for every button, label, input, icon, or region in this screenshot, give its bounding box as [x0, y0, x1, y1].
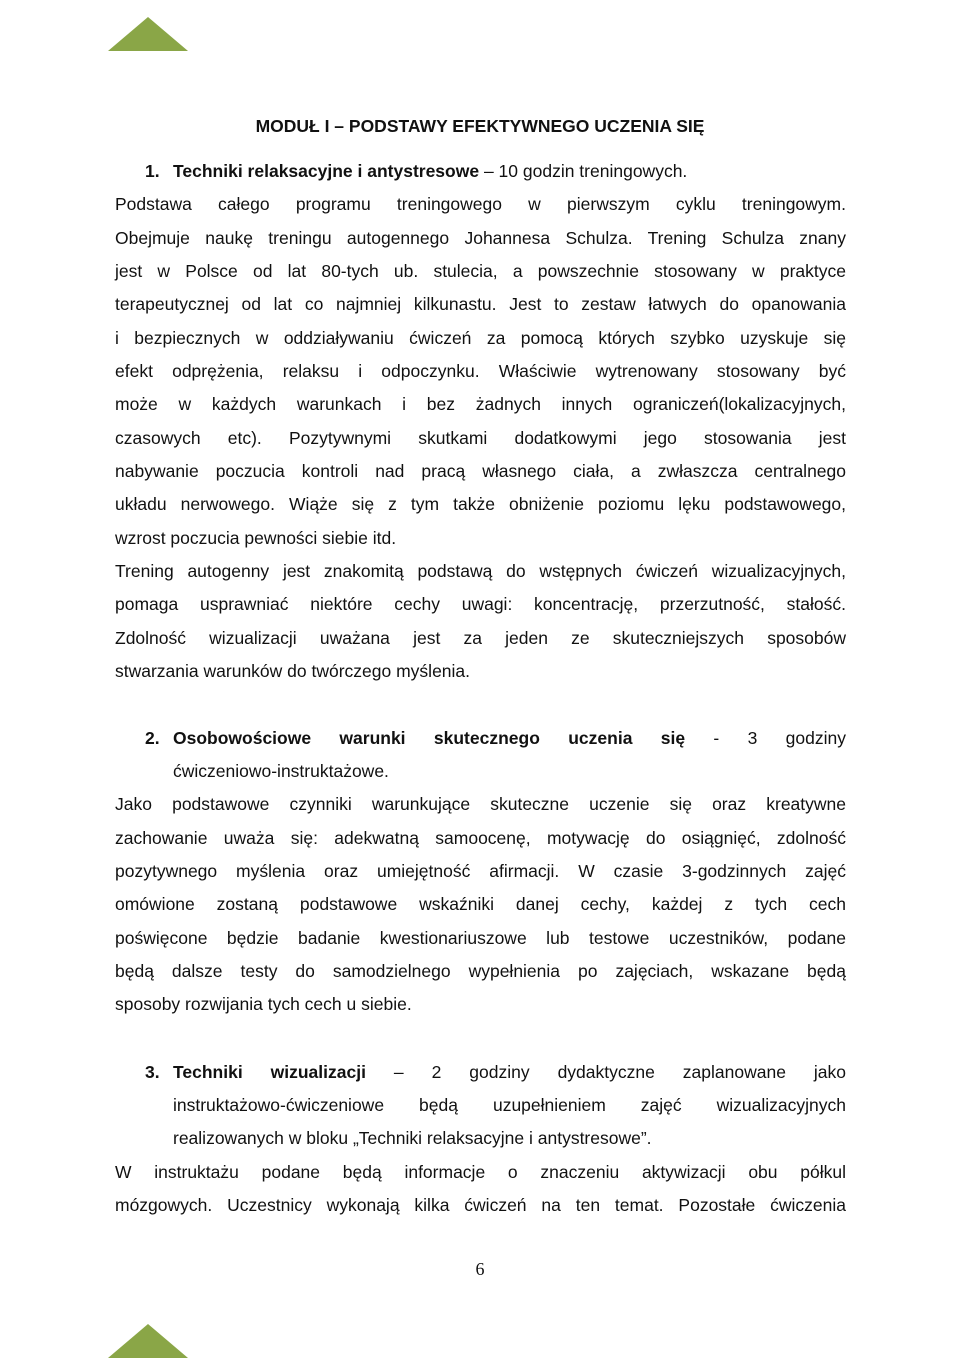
- paragraph-line: Obejmuje naukę treningu autogennego Johannesa Schulza. Trening Schulza znany: [115, 228, 846, 248]
- paragraph-line: sposoby rozwijania tych cech u siebie.: [115, 994, 412, 1014]
- section-heading-continuation: instruktażowo-ćwiczeniowe będą uzupełnieniem zajęć wizualizacyjnych: [173, 1095, 846, 1115]
- paragraph-line: efekt odprężenia, relaksu i odpoczynku. Właściwie wytrenowany stosowany być: [115, 361, 846, 381]
- section-heading-continuation: ćwiczeniowo-instruktażowe.: [173, 761, 389, 781]
- paragraph-line: może w każdych warunkach i bez żadnych innych ograniczeń(lokalizacyjnych,: [115, 394, 846, 414]
- header-decoration-triangle: [108, 17, 188, 51]
- section-3-heading: [145, 1060, 846, 1084]
- section-heading: Osobowościowe warunki skutecznego uczenia się: [173, 728, 686, 748]
- paragraph-line: Zdolność wizualizacji uważana jest za jeden ze skuteczniejszych sposobów: [115, 628, 846, 648]
- section-number: 3.: [145, 1062, 160, 1082]
- section-heading: Techniki relaksacyjne i antystresowe: [173, 161, 480, 181]
- paragraph-line: zachowanie uważa się: adekwatną samoocenę, motywację do osiągnięć, zdolność: [115, 828, 846, 848]
- paragraph-line: pozytywnego myślenia oraz umiejętność afirmacji. W czasie 3-godzinnych zajęć: [115, 861, 846, 881]
- paragraph-line: Podstawa całego programu treningowego w pierwszym cyklu treningowym.: [115, 194, 846, 214]
- section-heading: Techniki wizualizacji: [173, 1062, 366, 1082]
- footer-decoration-triangle: [108, 1324, 188, 1358]
- paragraph-line: terapeutycznej od lat co najmniej kilkunastu. Jest to zestaw łatwych do opanowania: [115, 294, 846, 314]
- page-number: 6: [475, 1259, 485, 1279]
- paragraph-line: Jako podstawowe czynniki warunkujące skuteczne uczenie się oraz kreatywne: [115, 794, 846, 814]
- paragraph-line: będą dalsze testy do samodzielnego wypełnienia po zajęciach, wskazane będą: [115, 961, 846, 981]
- paragraph-line: mózgowych. Uczestnicy wykonają kilka ćwiczeń na ten temat. Pozostałe ćwiczenia: [115, 1195, 846, 1215]
- paragraph-line: i bezpiecznych w oddziaływaniu ćwiczeń za pomocą których szybko uzyskuje się: [115, 328, 846, 348]
- paragraph-line: czasowych etc). Pozytywnymi skutkami dodatkowymi jego stosowania jest: [115, 428, 846, 448]
- paragraph-line: układu nerwowego. Wiąże się z tym także obniżenie poziomu lęku podstawowego,: [115, 494, 846, 514]
- paragraph-line: poświęcone będzie badanie kwestionariuszowe lub testowe uczestników, podane: [115, 928, 846, 948]
- paragraph-line: stwarzania warunków do twórczego myślenia.: [115, 661, 471, 681]
- paragraph-line: jest w Polsce od lat 80-tych ub. stulecia, a powszechnie stosowany w praktyce: [115, 261, 846, 281]
- section-heading-rest: – 10 godzin treningowych.: [479, 161, 688, 181]
- section-heading-line: [173, 726, 846, 750]
- paragraph-line: omówione zostaną podstawowe wskaźniki danej cechy, każdej z tych cech: [115, 894, 846, 914]
- section-1-heading: [145, 159, 846, 183]
- paragraph-line: Trening autogenny jest znakomitą podstawą do wstępnych ćwiczeń wizualizacyjnych,: [115, 561, 846, 581]
- section-heading-continuation: realizowanych w bloku „Techniki relaksacyjne i antystresowe”.: [173, 1128, 652, 1148]
- paragraph-line: W instruktażu podane będą informacje o znaczeniu aktywizacji obu półkul: [115, 1162, 846, 1182]
- section-2-heading: [145, 726, 846, 750]
- paragraph-line: nabywanie poczucia kontroli nad pracą własnego ciała, a zwłaszcza centralnego: [115, 461, 846, 481]
- section-heading-line: [173, 1060, 846, 1084]
- section-heading-rest: – 2 godziny dydaktyczne zaplanowane jako: [365, 1062, 846, 1082]
- section-number: 1.: [145, 161, 160, 181]
- section-heading-rest: - 3 godziny: [685, 728, 846, 748]
- paragraph-line: pomaga usprawniać niektóre cechy uwagi: koncentrację, przerzutność, stałość.: [115, 594, 846, 614]
- module-title: MODUŁ I – PODSTAWY EFEKTYWNEGO UCZENIA SIĘ: [255, 116, 705, 136]
- paragraph-line: wzrost poczucia pewności siebie itd.: [115, 528, 397, 548]
- section-number: 2.: [145, 728, 160, 748]
